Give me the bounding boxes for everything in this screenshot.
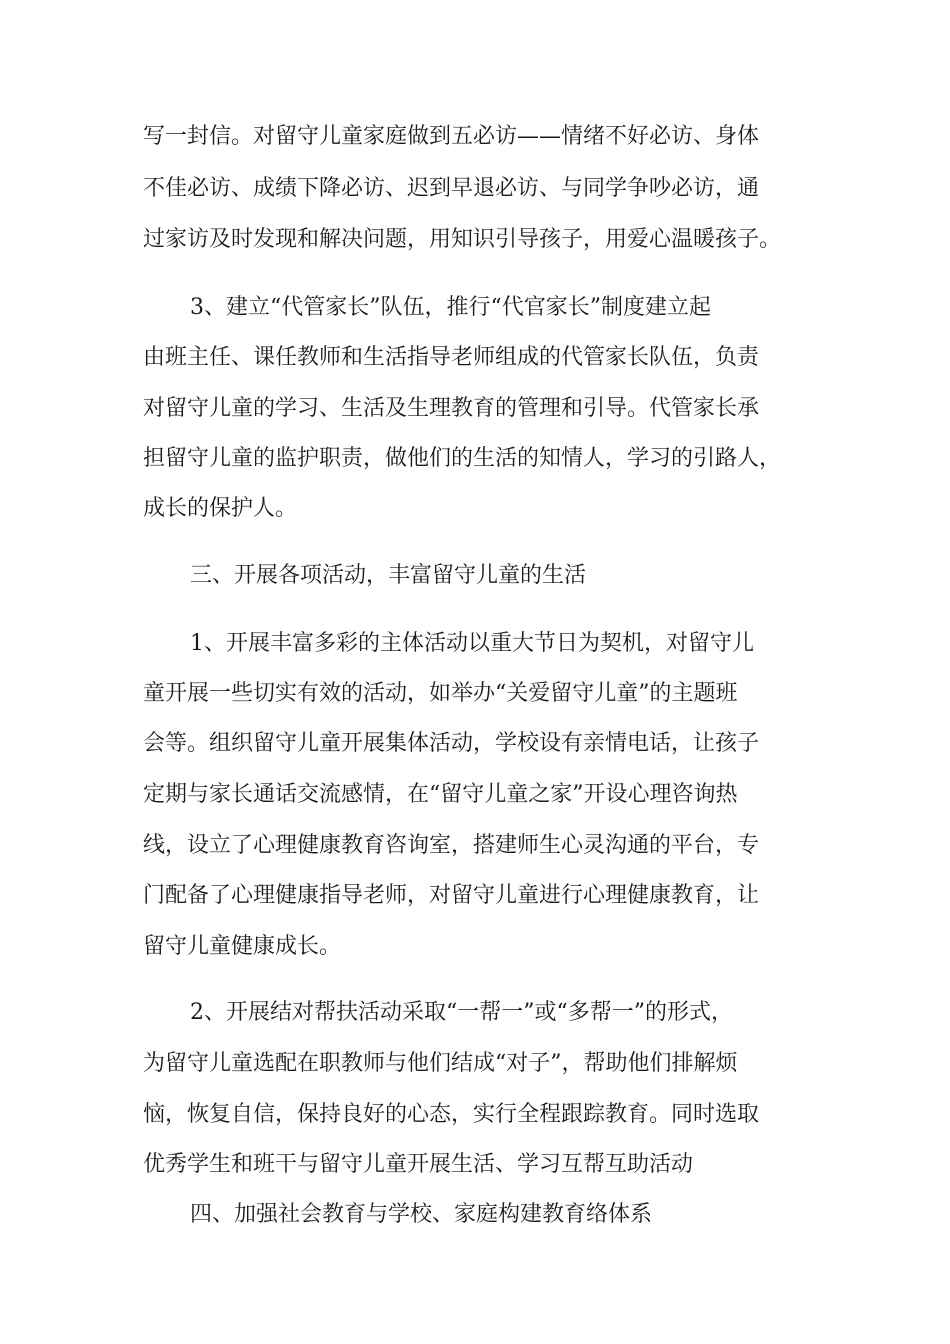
text-line: 写一封信。对留守儿童家庭做到五必访——情绪不好必访、身体 — [143, 124, 760, 149]
text-line: 过家访及时发现和解决问题，用知识引导孩子，用爱心温暖孩子。 — [143, 227, 782, 252]
text-line: 会等。组织留守儿童开展集体活动，学校设有亲情电话，让孩子 — [143, 731, 760, 756]
text-line: 定期与家长通话交流感情，在“留守儿童之家”开设心理咨询热 — [143, 782, 738, 807]
text-line: 为留守儿童选配在职教师与他们结成“对子”，帮助他们排解烦 — [143, 1051, 738, 1076]
paragraph-first-line: 1、开展丰富多彩的主体活动以重大节日为契机，对留守儿 — [190, 631, 754, 656]
section-heading: 三、开展各项活动，丰富留守儿童的生活 — [190, 563, 587, 588]
text-line: 留守儿童健康成长。 — [143, 934, 342, 959]
text-line: 成长的保护人。 — [143, 496, 298, 521]
text-line: 对留守儿童的学习、生活及生理教育的管理和引导。代管家长承 — [143, 396, 760, 421]
text-line: 童开展一些切实有效的活动，如举办“关爱留守儿童”的主题班 — [143, 681, 738, 706]
text-line: 担留守儿童的监护职责，做他们的生活的知情人，学习的引路人， — [143, 446, 782, 471]
text-line: 由班主任、课任教师和生活指导老师组成的代管家长队伍，负责 — [143, 345, 760, 370]
section-heading: 四、加强社会教育与学校、家庭构建教育络体系 — [190, 1202, 653, 1227]
text-line: 优秀学生和班干与留守儿童开展生活、学习互帮互助活动 — [143, 1152, 694, 1177]
text-line: 门配备了心理健康指导老师，对留守儿童进行心理健康教育，让 — [143, 883, 760, 908]
paragraph-first-line: 3、建立“代管家长”队伍，推行“代官家长”制度建立起 — [190, 295, 711, 320]
text-line: 不佳必访、成绩下降必访、迟到早退必访、与同学争吵必访，通 — [143, 176, 760, 201]
text-line: 线，设立了心理健康教育咨询室，搭建师生心灵沟通的平台，专 — [143, 833, 760, 858]
text-line: 恼，恢复自信，保持良好的心态，实行全程跟踪教育。同时选取 — [143, 1102, 760, 1127]
paragraph-first-line: 2、开展结对帮扶活动采取“一帮一”或“多帮一”的形式， — [190, 1000, 733, 1025]
